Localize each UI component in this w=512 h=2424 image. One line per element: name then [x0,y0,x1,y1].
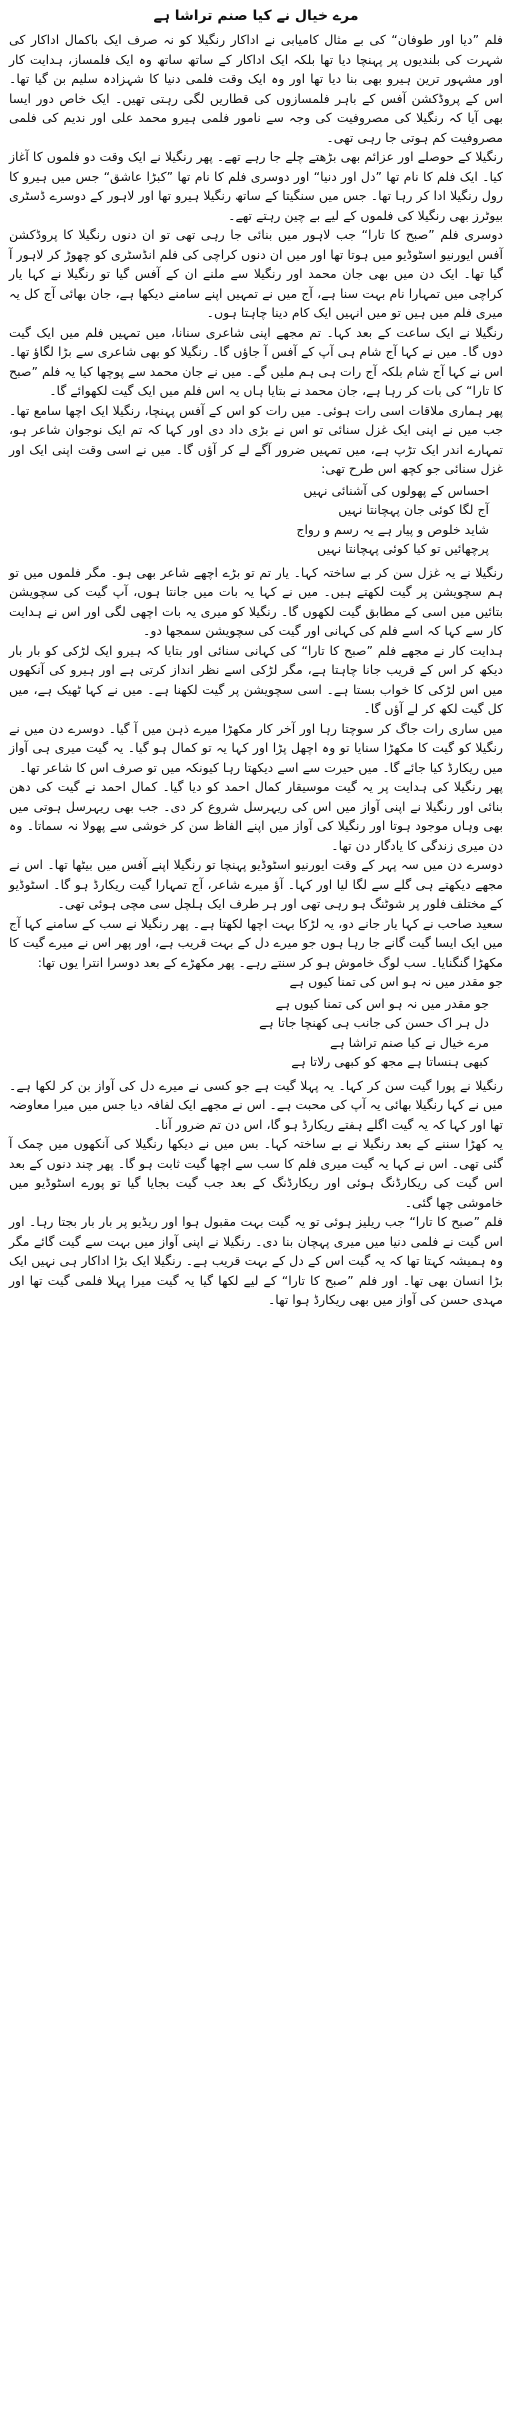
verse-line: آج لگا کوئی جان پہچانتا نہیں [338,502,489,517]
paragraph: ہدایت کار نے مجھے فلم ”صبح کا تارا“ کی کہانی سنائی اور بتایا کہ ہیرو ایک لڑکی کو بار بار دیکھ کر اس کے قریب جانا چاہتا ہے، مگر لڑکی اسے نظر انداز کرتی ہے اور ہیرو کی آنکھوں میں اس لڑکی کا خواب بستا ہے۔ اسی سچویشن پر گیت لکھنا ہے۔ میں نے کہا ٹھیک ہے، میں کل گیت لکھ کر لے آؤں گا۔ [9,642,503,716]
paragraph: یہ کھڑا سننے کے بعد رنگیلا نے بے ساختہ کہا۔ بس میں نے دیکھا رنگیلا کی آنکھوں میں چمک آ گئی تھی۔ اس نے کہا یہ گیت میری فلم کا سب سے اچھا گیت ثابت ہو گا۔ پھر چند دنوں کے بعد اس گیت کی ریکارڈنگ ہوئی اور ریکارڈنگ کے بعد جب گیت بجایا گیا تو پورے اسٹوڈیو میں خاموشی چھا گئی۔ [9,1136,503,1210]
article-body [9,563,503,992]
paragraph: فلم ”صبح کا تارا“ جب ریلیز ہوئی تو یہ گیت بہت مقبول ہوا اور ریڈیو پر بار بار بجتا رہا۔ اور اس گیت نے فلمی دنیا میں میری پہچان بنا دی۔ رنگیلا نے اپنی آواز میں بہت سے گیت گائے مگر وہ ہمیشہ کہتا تھا کہ یہ گیت اس کے دل کے بہت قریب ہے۔ رنگیلا ایک بڑا اداکار ہی نہیں ایک بڑا انسان بھی تھا۔ اور فلم ”صبح کا تارا“ کے لیے لکھا گیا یہ گیت میرا پہلا فلمی گیت تھا اور مہدی حسن کی آواز میں بھی ریکارڈ ہوا تھا۔ [9,1214,503,1307]
verse-line: جو مقدر میں نہ ہو اس کی تمنا کیوں ہے [275,995,489,1011]
verse-block [9,481,503,559]
verse-line: دل ہر اک حسن کی جانب ہی کھنچا جاتا ہے [259,1015,489,1030]
article-body [9,1076,503,1310]
paragraph: پھر رنگیلا کی ہدایت پر یہ گیت موسیقار کمال احمد کو دیا گیا۔ کمال احمد نے گیت کی دھن بنائی اور رنگیلا نے اپنی آواز میں اس کی ریہرسل شروع کر دی۔ جب بھی ریہرسل ہوتی میں بھی وہاں موجود ہوتا اور رنگیلا کی آواز میں اپنے الفاظ سن کر خوشی سے پھولا نہ سماتا۔ وہ دن میری زندگی کا یادگار دن تھا۔ [9,779,503,853]
paragraph: دوسرے دن میں سہ پہر کے وقت ایورنیو اسٹوڈیو پہنچا تو رنگیلا اپنے آفس میں بیٹھا تھا۔ اس نے مجھے دیکھتے ہی گلے سے لگا لیا اور کہا۔ آؤ میرے شاعر، آج تمہارا گیت ریکارڈ ہو گا۔ اسٹوڈیو کے مختلف فلور پر شوٹنگ ہو رہی تھی اور ہر طرف ایک ہلچل سی مچی ہوئی تھی۔ [9,857,503,911]
paragraph: رنگیلا کے حوصلے اور عزائم بھی بڑھتے چلے جا رہے تھے۔ پھر رنگیلا نے ایک وقت دو فلموں کا آغاز کیا۔ ایک فلم کا نام تھا ”دل اور دنیا“ اور دوسری فلم کا نام تھا ”کبڑا عاشق“ جس میں ہیرو کا رول رنگیلا ادا کر رہا تھا۔ جس میں سنگیتا کے ساتھ رنگیلا ہیرو تھا اور لاہور کے دوسرے ڈسٹری بیوٹرز بھی رنگیلا کی فلموں کے لیے بے چین رہتے تھے۔ [9,149,503,223]
paragraph: پھر ہماری ملاقات اسی رات ہوئی۔ میں رات کو اس کے آفس پہنچا، رنگیلا ایک اچھا سامع تھا۔ جب میں نے اپنی ایک غزل سنائی تو اس نے بڑی داد دی اور کہا کہ تم ایک نوجوان شاعر ہو، تمہارے اندر ایک تڑپ ہے، میں تمہیں ضرور آگے لے کر آؤں گا۔ میں نے اسی وقت اپنی ایک اور غزل سنائی جو کچھ اس طرح تھی: [9,402,503,476]
paragraph: فلم ”دیا اور طوفان“ کی بے مثال کامیابی نے اداکار رنگیلا کو نہ صرف ایک باکمال اداکار کی شہرت کی بلندیوں پر پہنچا دیا تھا بلکہ ایک اداکار کے ساتھ ساتھ وہ ایک فلمساز، ہدایت کار اور مشہور ترین ہیرو بھی بنا دیا تھا اور وہ ایک وقت فلمی دنیا کا شہزادہ سلیم بن گیا تھا۔ اس کے پروڈکشن آفس کے باہر فلمسازوں کی قطاریں لگی رہتی تھیں۔ ایک خاص دور ایسا بھی آیا کہ رنگیلا کی مصروفیت کی وجہ سے نامور فلمی ہیرو محمد علی اور ندیم کی فلمی مصروفیت کم ہوتی جا رہی تھی۔ [9,32,503,145]
paragraph: جو مقدر میں نہ ہو اس کی تمنا کیوں ہے [289,974,503,989]
verse-line: پرچھائیں تو کیا کوئی پہچانتا نہیں [317,541,489,556]
paragraph: رنگیلا نے پورا گیت سن کر کہا۔ یہ پہلا گیت ہے جو کسی نے میرے دل کی آواز بن کر لکھا ہے۔ میں نے کہا رنگیلا بھائی یہ آپ کی محبت ہے۔ اس نے مجھے ایک لفافہ دیا جس میں میرا معاوضہ تھا اور کہا کہ یہ گیت اگلے ہفتے ریکارڈ ہو گا، اس دن تم ضرور آنا۔ [9,1077,503,1132]
verse-line: احساس کے پھولوں کی آشنائی نہیں [303,482,489,498]
paragraph: دوسری فلم ”صبح کا تارا“ جب لاہور میں بنائی جا رہی تھی تو ان دنوں رنگیلا کا پروڈکشن آفس ایورنیو اسٹوڈیو میں ہوتا تھا اور میں ان دنوں کراچی کی فلم انڈسٹری کو چھوڑ کر لاہور آ گیا تھا۔ ایک دن میں بھی جان محمد اور رنگیلا سے ملنے ان کے آفس گیا تو رنگیلا نے کہا یار کراچی میں تمہارا نام بہت سنا ہے، آج میں نے تمہیں اپنے سامنے دیکھا ہے، جان بھائی آج کل یہ میری فلم میں ہیں تو میں انہیں ایک کام دینا چاہتا ہوں۔ [9,227,503,320]
paragraph: رنگیلا نے ایک ساعت کے بعد کہا۔ تم مجھے اپنی شاعری سنانا، میں تمہیں فلم میں ایک گیت دوں گا۔ میں نے کہا آج شام ہی آپ کے آفس آ جاؤں گا۔ رنگیلا کو بھی شاعری سے بڑا لگاؤ تھا۔ اس نے کہا آج شام بلکہ آج رات ہی ہم ملیں گے۔ میں نے جان محمد سے پوچھا کیا یہ فلم ”صبح کا تارا“ کی بات کر رہا ہے، جان محمد نے بتایا ہاں یہ اس فلم میں ایک گیت لکھوائے گا۔ [9,324,503,398]
article-body [9,30,503,479]
verse-line: کبھی ہنساتا ہے مجھ کو کبھی رلاتا ہے [291,1054,489,1069]
verse-line: شاید خلوص و پیار ہے یہ رسم و رواج [296,521,489,537]
paragraph: رنگیلا نے یہ غزل سن کر بے ساختہ کہا۔ یار تم تو بڑے اچھے شاعر بھی ہو۔ مگر فلموں میں تو ہم سچویشن پر گیت لکھتے ہیں۔ میں نے کہا یہ بات میں جانتا ہوں، آپ گیت کی سچویشن بتائیں میں اسی کے مطابق گیت لکھوں گا۔ رنگیلا کو میری یہ بات اچھی لگی اور اس نے ہدایت کار سے کہا کہ اسے فلم کی کہانی اور گیت کی سچویشن سمجھا دو۔ [9,564,503,638]
verse-block [9,994,503,1072]
verse-line: مرے خیال نے کیا صنم تراشا ہے [330,1034,489,1050]
paragraph: میں ساری رات جاگ کر سوچتا رہا اور آخر کار مکھڑا میرے ذہن میں آ گیا۔ دوسرے دن میں نے رنگیلا کو گیت کا مکھڑا سنایا تو وہ اچھل پڑا اور کہا یہ تو کمال ہو گیا۔ یہ گیت میری ہی آواز میں ریکارڈ کیا جائے گا۔ میں حیرت سے اسے دیکھتا رہا کیونکہ میں تو صرف اس کا شاعر تھا۔ [9,720,503,775]
paragraph: سعید صاحب نے کہا یار جانے دو، یہ لڑکا بہت اچھا لکھتا ہے۔ پھر رنگیلا نے سب کے سامنے کہا آج میں ایک ایسا گیت گانے جا رہا ہوں جو میرے دل کے بہت قریب ہے، اور پھر اس نے میرے گیت کا مکھڑا گنگنایا۔ سب لوگ خاموش ہو کر سنتے رہے۔ پھر مکھڑے کے بعد دوسرا انترا یوں تھا: [9,915,503,970]
article-title: مرے خیال نے کیا صنم تراشا ہے [153,8,359,24]
